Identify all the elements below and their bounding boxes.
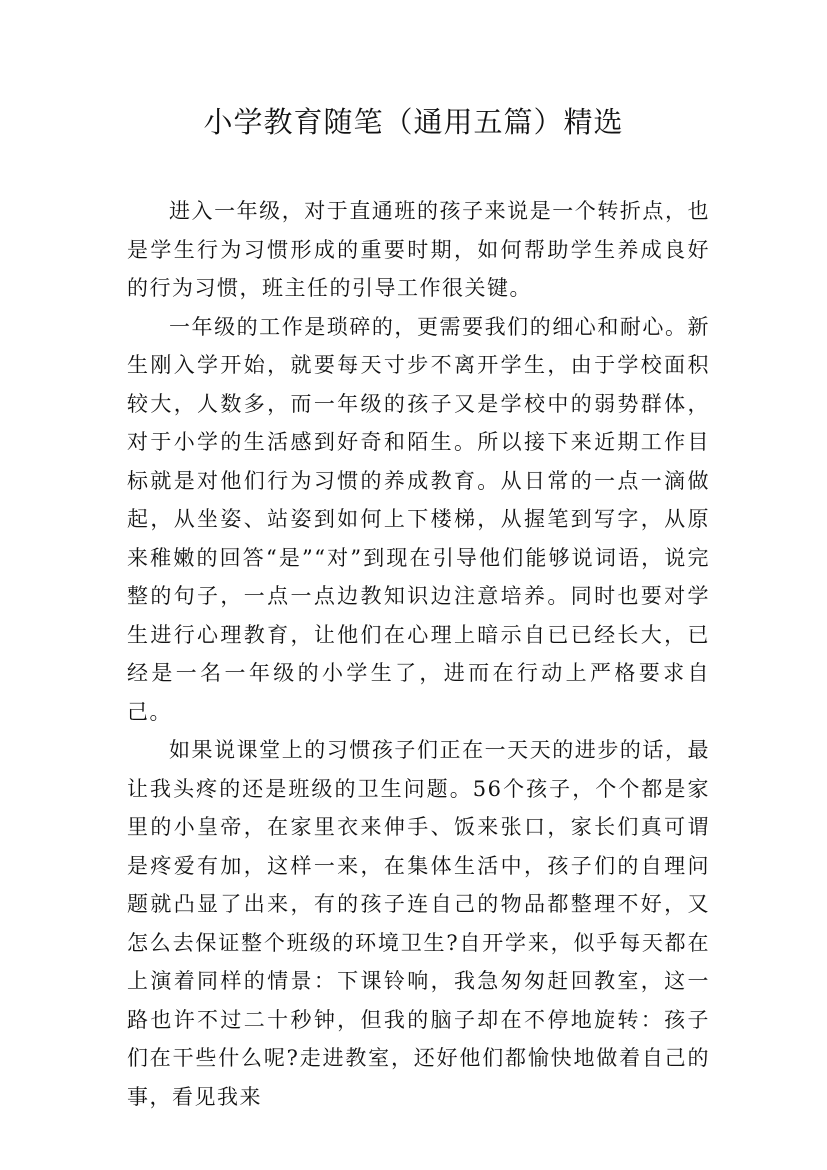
paragraph-3: 如果说课堂上的习惯孩子们正在一天天的进步的话，最让我头疼的还是班级的卫生问题。56个孩子，个个都是家里的小皇帝，在家里衣来伸手、饭来张口，家长们真可谓是疼爱有加，这样一来，在集体生活中，孩子们的自理问题就凸显了出来，有的孩子连自己的物品都整理不好，又怎么去保证整个班级的环境卫生?自开学来，似乎每天都在上演着同样的情景：下课铃响，我急匆匆赶回教室，这一路也许不过二十秒钟，但我的脑子却在不停地旋转：孩子们在干些什么呢?走进教室，还好他们都愉快地做着自己的事，看见我来 [127, 738, 710, 1109]
paragraph-1: 进入一年级，对于直通班的孩子来说是一个转折点，也是学生行为习惯形成的重要时期，如何帮助学生养成良好的行为习惯，班主任的引导工作很关键。 [127, 199, 710, 300]
document-title: 小学教育随笔（通用五篇）精选 [203, 105, 624, 139]
document-body [127, 192, 710, 1116]
paragraph-2: 一年级的工作是琐碎的，更需要我们的细心和耐心。新生刚入学开始，就要每天寸步不离开学生，由于学校面积较大，人数多，而一年级的孩子又是学校中的弱势群体，对于小学的生活感到好奇和陌生。所以接下来近期工作目标就是对他们行为习惯的养成教育。从日常的一点一滴做起，从坐姿、站姿到如何上下楼梯，从握笔到写字，从原来稚嫩的回答“是”“对”到现在引导他们能够说词语，说完整的句子，一点一点边教知识边注意培养。同时也要对学生进行心理教育，让他们在心理上暗示自已已经长大，已经是一名一年级的小学生了，进而在行动上严格要求自己。 [127, 314, 710, 724]
